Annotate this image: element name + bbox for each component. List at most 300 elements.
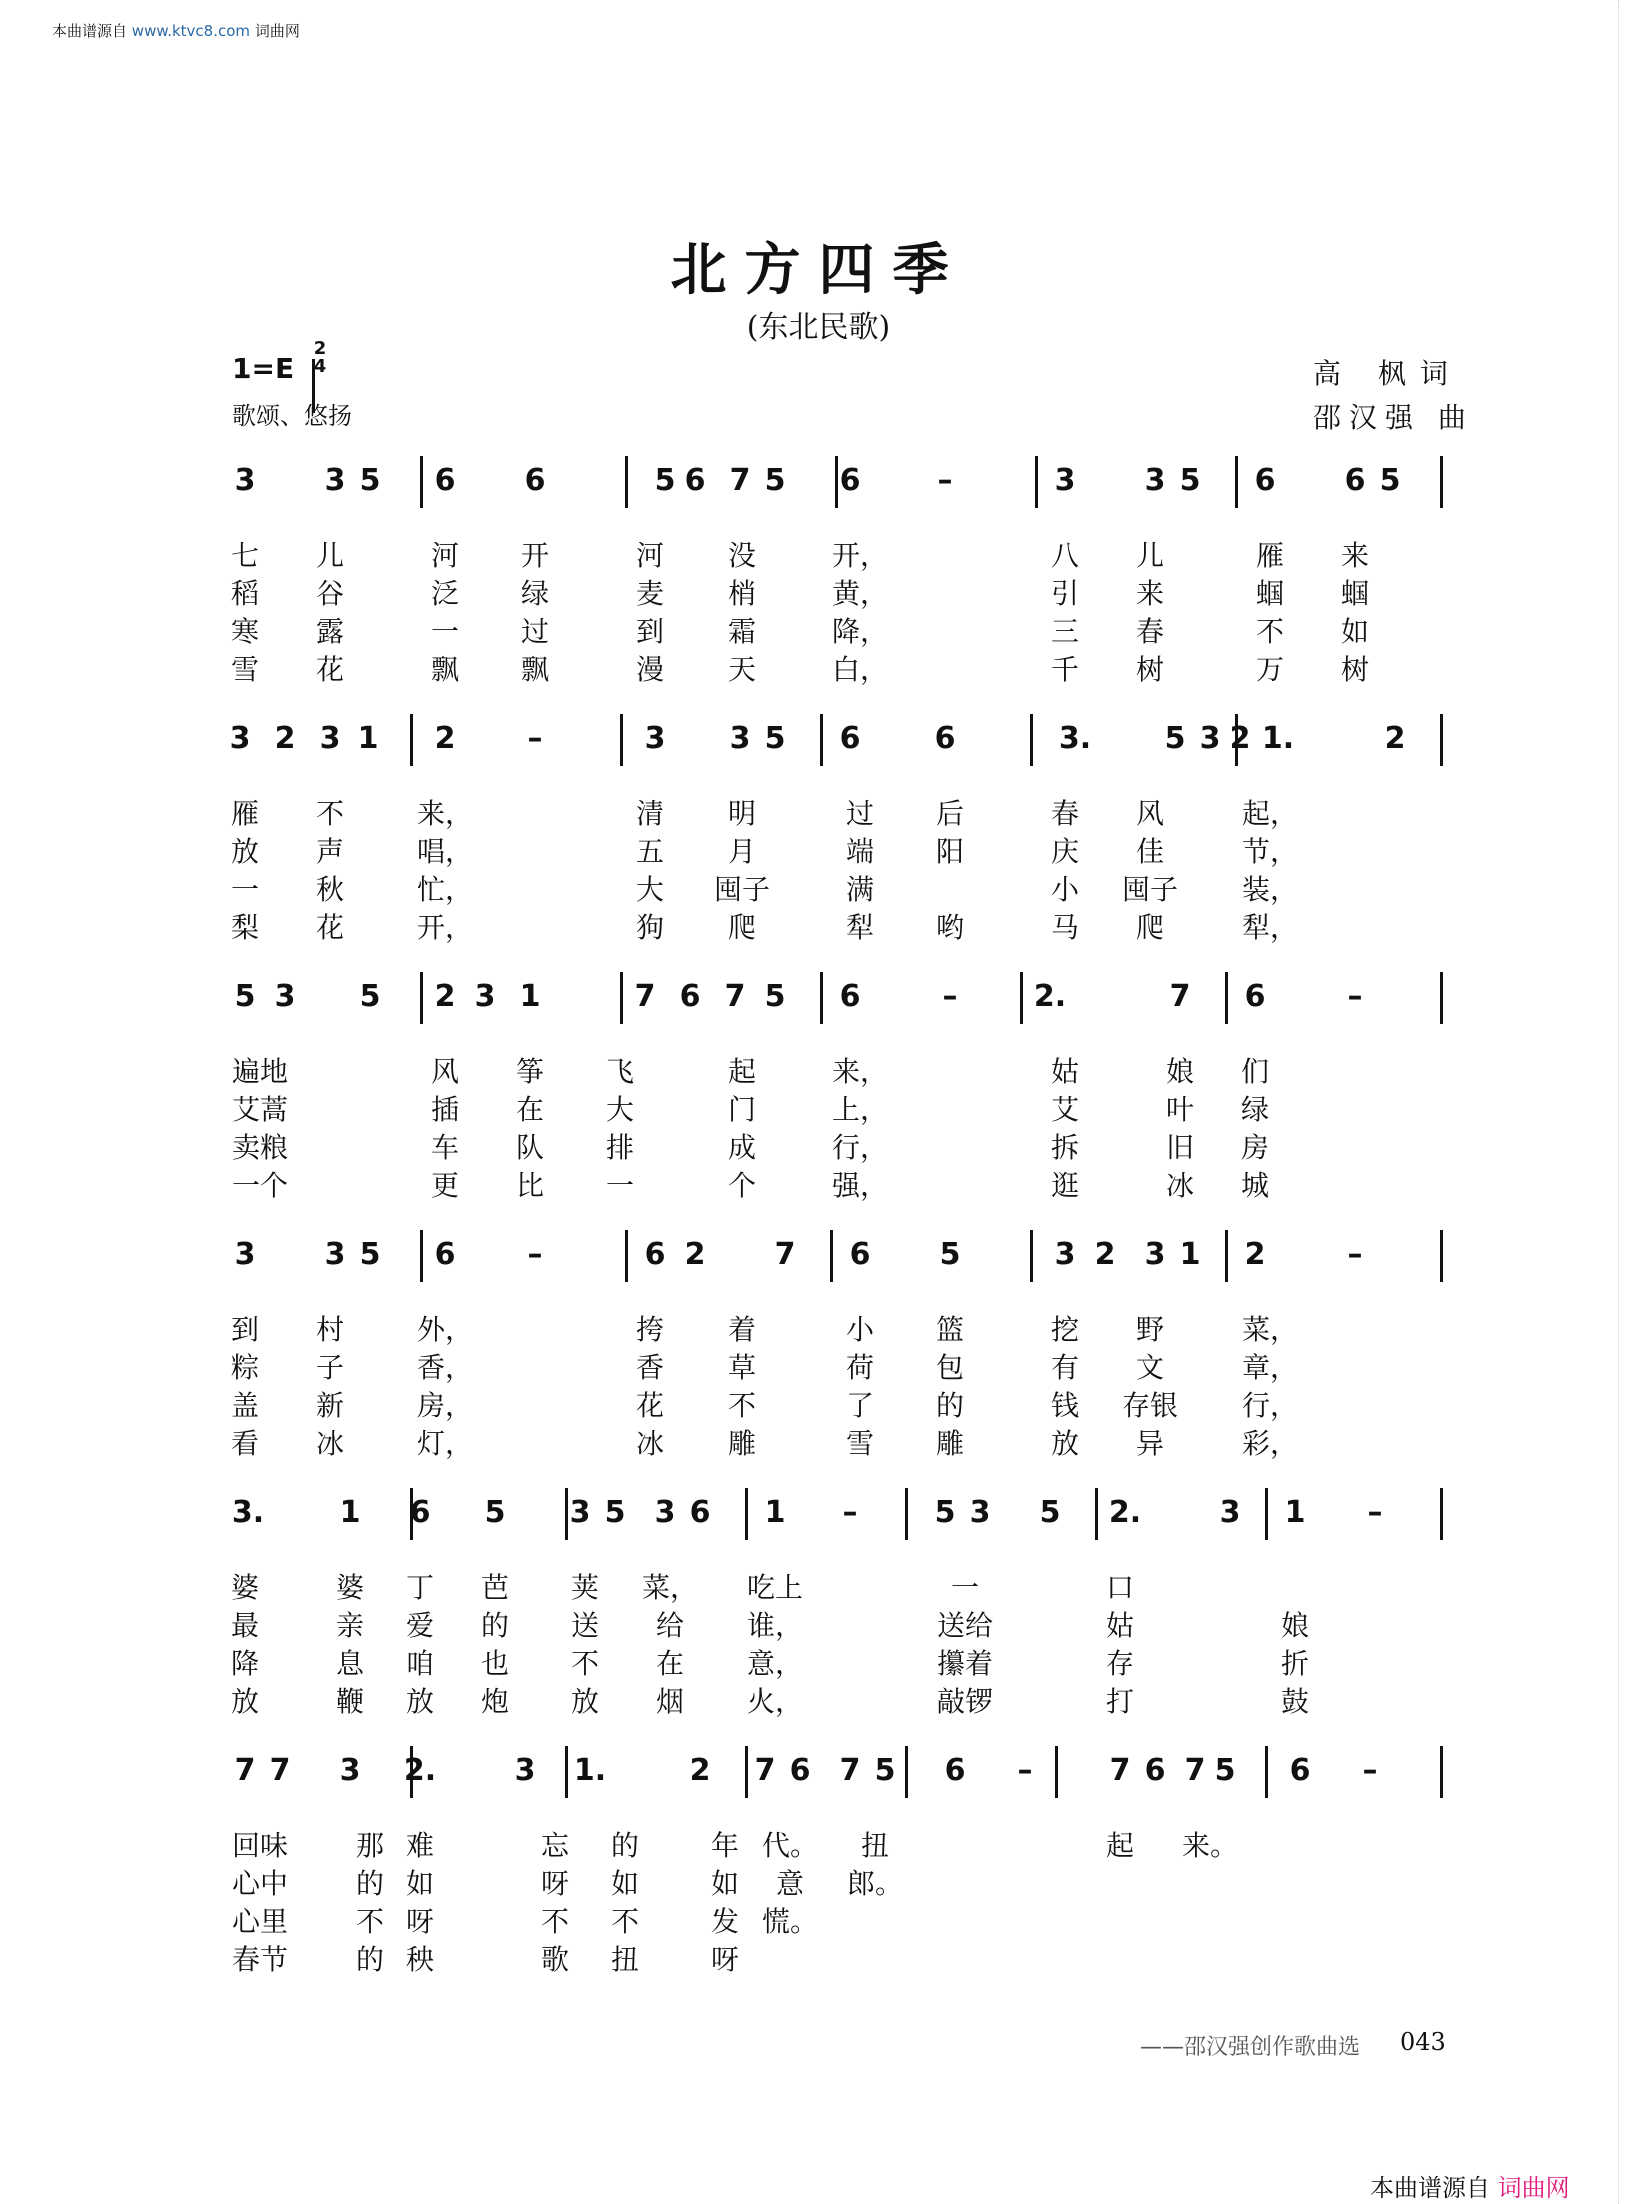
note: 2 [1094, 1237, 1116, 1272]
lyric-verse-3: 呀 [405, 1905, 435, 1938]
note: 6 [434, 463, 456, 498]
note: 6 [684, 463, 706, 498]
lyric-verse-1: 忘 [540, 1829, 570, 1862]
note: – [527, 721, 543, 756]
lyric-verse-2: 香 [635, 1351, 665, 1384]
lyric-verse-4: 梨 [230, 911, 260, 944]
lyric-verse-3: 装， [1241, 873, 1299, 906]
note: 6 [839, 463, 861, 498]
lyric-verse-1: 起， [1241, 797, 1299, 830]
note: – [1367, 1495, 1383, 1530]
note: 1 [339, 1495, 361, 1530]
note: 1. [573, 1753, 607, 1788]
brand-site[interactable]: 词曲网 [1497, 2174, 1570, 2202]
lyric-verse-4: 狗 [635, 911, 665, 944]
note: 1. [1261, 721, 1295, 756]
lyric-verse-1: 来， [416, 797, 474, 830]
note: 3 [1054, 1237, 1076, 1272]
lyric-verse-1: 篮 [935, 1313, 965, 1346]
note: 7 [269, 1753, 291, 1788]
note: 6 [1144, 1753, 1166, 1788]
lyric-verse-4: 鞭 [335, 1685, 365, 1718]
note: 5 [234, 979, 256, 1014]
lyric-verse-1: 来。 [1181, 1829, 1239, 1862]
lyric-verse-3: 降 [230, 1647, 260, 1680]
note: 6 [1254, 463, 1276, 498]
note: 2 [274, 721, 296, 756]
lyric-verse-1: 雁 [230, 797, 260, 830]
header-source-label: 本曲谱源自 [52, 22, 128, 40]
note: 5 [1179, 463, 1201, 498]
note: 2 [434, 979, 456, 1014]
note: 5 [654, 463, 676, 498]
note: 3. [1058, 721, 1092, 756]
note: 2 [1384, 721, 1406, 756]
lyric-verse-4: 打 [1105, 1685, 1135, 1718]
note: 5 [604, 1495, 626, 1530]
lyric-verse-1: 河 [430, 539, 460, 572]
lyric-verse-4: 看 [230, 1427, 260, 1460]
note: 3 [474, 979, 496, 1014]
barline [620, 972, 623, 1024]
lyric-verse-2: 最 [230, 1609, 260, 1642]
lyric-verse-3: 房， [416, 1389, 474, 1422]
lyric-verse-3: 忙， [416, 873, 474, 906]
note: – [1017, 1753, 1033, 1788]
lyric-verse-2: 如 [610, 1867, 640, 1900]
lyric-verse-3: 不 [355, 1905, 385, 1938]
barline [1225, 972, 1228, 1024]
lyric-verse-3: 花 [635, 1389, 665, 1422]
lyric-verse-4: 树 [1135, 653, 1165, 686]
lyric-verse-1: 春 [1050, 797, 1080, 830]
note: 5 [874, 1753, 896, 1788]
note: 2. [403, 1753, 437, 1788]
lyric-verse-3: 不 [610, 1905, 640, 1938]
barline [1265, 1746, 1268, 1798]
lyric-verse-1: 小 [845, 1313, 875, 1346]
score-system-6 [0, 1746, 1637, 1996]
lyric-verse-4: 爬 [1135, 911, 1165, 944]
lyric-verse-2: 绿 [520, 577, 550, 610]
tempo-marking: 歌颂、悠扬 [232, 402, 352, 430]
lyric-verse-2: 的 [355, 1867, 385, 1900]
lyric-verse-1: 代。 [761, 1829, 819, 1862]
lyric-verse-4: 彩， [1241, 1427, 1299, 1460]
barline [835, 456, 838, 508]
note: 5 [359, 1237, 381, 1272]
lyric-verse-3: 在 [655, 1647, 685, 1680]
note: 7 [234, 1753, 256, 1788]
note: 7 [1169, 979, 1191, 1014]
lyric-verse-4: 灯， [416, 1427, 474, 1460]
lyric-verse-1: 野 [1135, 1313, 1165, 1346]
note: – [1362, 1753, 1378, 1788]
lyric-verse-4: 犁 [845, 911, 875, 944]
lyric-verse-4: 逛 [1050, 1169, 1080, 1202]
lyric-verse-3: 排 [605, 1131, 635, 1164]
lyric-verse-2: 蝈 [1340, 577, 1370, 610]
lyric-verse-4: 白， [831, 653, 889, 686]
lyric-verse-1: 雁 [1255, 539, 1285, 572]
lyric-verse-1: 风 [1135, 797, 1165, 830]
note: 2. [1033, 979, 1067, 1014]
lyric-verse-4: 马 [1050, 911, 1080, 944]
lyric-verse-1: 着 [727, 1313, 757, 1346]
lyric-verse-4: 春节 [231, 1943, 289, 1976]
book-title: ——邵汉强创作歌曲选 [1140, 2035, 1361, 2060]
lyric-verse-2: 庆 [1050, 835, 1080, 868]
lyric-verse-2: 艾蒿 [231, 1093, 289, 1126]
lyric-verse-3: 囤子 [1121, 873, 1179, 906]
lyric-verse-2: 郎。 [846, 1867, 904, 1900]
barline [1030, 1230, 1033, 1282]
barline [830, 1230, 833, 1282]
lyric-verse-3: 旧 [1165, 1131, 1195, 1164]
lyric-verse-3: 钱 [1050, 1389, 1080, 1422]
barline [905, 1488, 908, 1540]
lyric-verse-2: 有 [1050, 1351, 1080, 1384]
lyric-verse-1: 开， [831, 539, 889, 572]
lyric-verse-4: 雕 [727, 1427, 757, 1460]
lyric-verse-4: 犁， [1241, 911, 1299, 944]
lyric-verse-3: 了 [845, 1389, 875, 1422]
note: 6 [524, 463, 546, 498]
lyric-verse-2: 五 [635, 835, 665, 868]
note: 2 [689, 1753, 711, 1788]
barline [1440, 1230, 1443, 1282]
lyric-verse-4: 城 [1240, 1169, 1270, 1202]
lyric-verse-3: 三 [1050, 615, 1080, 648]
note: 6 [434, 1237, 456, 1272]
lyric-verse-1: 难 [405, 1829, 435, 1862]
lyric-verse-4: 鼓 [1280, 1685, 1310, 1718]
note: 3 [339, 1753, 361, 1788]
note: 5 [764, 721, 786, 756]
note: – [942, 979, 958, 1014]
barline [410, 1488, 413, 1540]
header-site: 词曲网 [254, 22, 300, 40]
lyric-verse-2: 端 [845, 835, 875, 868]
lyric-verse-3: 慌。 [761, 1905, 819, 1938]
lyric-verse-4: 漫 [635, 653, 665, 686]
note: 3 [514, 1753, 536, 1788]
lyric-verse-3: 露 [315, 615, 345, 648]
lyric-verse-3: 行， [1241, 1389, 1299, 1422]
note: 3 [319, 721, 341, 756]
brand-source: 本曲谱源自 [1370, 2174, 1490, 2202]
lyric-verse-1: 八 [1050, 539, 1080, 572]
note: 1 [1284, 1495, 1306, 1530]
lyric-verse-2: 叶 [1165, 1093, 1195, 1126]
note: – [937, 463, 953, 498]
note: 5 [1379, 463, 1401, 498]
lyric-verse-4: 开， [416, 911, 474, 944]
lyric-verse-2: 亲 [335, 1609, 365, 1642]
lyric-verse-4: 放 [405, 1685, 435, 1718]
lyric-verse-3: 咱 [405, 1647, 435, 1680]
lyric-verse-3: 不 [540, 1905, 570, 1938]
note: 7 [1109, 1753, 1131, 1788]
barline [420, 456, 423, 508]
note: 6 [1289, 1753, 1311, 1788]
lyric-verse-4: 飘 [430, 653, 460, 686]
lyric-verse-1: 扭 [860, 1829, 890, 1862]
lyric-verse-2: 唱， [416, 835, 474, 868]
lyric-verse-1: 一 [950, 1571, 980, 1604]
note: 5 [1164, 721, 1186, 756]
lyric-verse-3: 队 [515, 1131, 545, 1164]
note: 6 [944, 1753, 966, 1788]
lyric-verse-1: 过 [845, 797, 875, 830]
barline [410, 1746, 413, 1798]
header-url[interactable]: www.ktvc8.com [131, 22, 251, 40]
lyric-verse-2: 荷 [845, 1351, 875, 1384]
lyric-verse-2: 引 [1050, 577, 1080, 610]
lyric-verse-2: 绿 [1240, 1093, 1270, 1126]
note: 3 [234, 463, 256, 498]
lyric-verse-4: 冰 [315, 1427, 345, 1460]
note: 6 [644, 1237, 666, 1272]
lyric-verse-4: 的 [355, 1943, 385, 1976]
lyric-verse-1: 来 [1340, 539, 1370, 572]
note: 7 [634, 979, 656, 1014]
lyric-verse-2: 心中 [231, 1867, 289, 1900]
lyric-verse-1: 明 [727, 797, 757, 830]
note: 5 [359, 979, 381, 1014]
note: 7 [1184, 1753, 1206, 1788]
lyric-verse-2: 节， [1241, 835, 1299, 868]
lyric-verse-1: 吃上 [746, 1571, 804, 1604]
note: 6 [1344, 463, 1366, 498]
lyric-verse-4: 个 [727, 1169, 757, 1202]
lyric-verse-1: 年 [710, 1829, 740, 1862]
lyric-verse-3: 大 [635, 873, 665, 906]
lyric-verse-4: 一个 [231, 1169, 289, 1202]
note: 6 [679, 979, 701, 1014]
lyric-verse-1: 丁 [405, 1571, 435, 1604]
lyric-verse-3: 一 [430, 615, 460, 648]
note: 5 [484, 1495, 506, 1530]
lyric-verse-3: 满 [845, 873, 875, 906]
lyric-verse-1: 儿 [315, 539, 345, 572]
lyric-verse-4: 呀 [710, 1943, 740, 1976]
lyric-verse-2: 呀 [540, 1867, 570, 1900]
note: 3 [234, 1237, 256, 1272]
lyric-verse-2: 阳 [935, 835, 965, 868]
score-system-4 [0, 1230, 1637, 1480]
lyric-verse-2: 章， [1241, 1351, 1299, 1384]
time-signature [312, 340, 328, 376]
lyric-verse-1: 起 [1105, 1829, 1135, 1862]
lyric-verse-1: 挎 [635, 1313, 665, 1346]
lyric-verse-2: 蝈 [1255, 577, 1285, 610]
note: 2 [1229, 721, 1251, 756]
lyric-verse-1: 遍地 [231, 1055, 289, 1088]
lyric-verse-4: 万 [1255, 653, 1285, 686]
lyric-verse-2: 声 [315, 835, 345, 868]
lyric-verse-2: 香， [416, 1351, 474, 1384]
lyric-verse-2: 姑 [1105, 1609, 1135, 1642]
barline [565, 1488, 568, 1540]
lyric-verse-1: 飞 [605, 1055, 635, 1088]
lyric-verse-4: 更 [430, 1169, 460, 1202]
note: 7 [754, 1753, 776, 1788]
note: 3 [1054, 463, 1076, 498]
note: – [842, 1495, 858, 1530]
lyric-verse-3: 卖粮 [231, 1131, 289, 1164]
note: 3 [324, 1237, 346, 1272]
barline [1235, 456, 1238, 508]
lyric-verse-1: 菜， [641, 1571, 699, 1604]
note: 5 [764, 463, 786, 498]
lyric-verse-2: 如 [710, 1867, 740, 1900]
lyric-verse-2: 黄， [831, 577, 889, 610]
lyric-verse-2: 来 [1135, 577, 1165, 610]
note: 3 [969, 1495, 991, 1530]
composer: 邵汉强 曲 [1313, 401, 1474, 434]
header-source [52, 20, 300, 41]
note: 3 [1199, 721, 1221, 756]
note: – [1347, 1237, 1363, 1272]
lyric-verse-2: 送给 [936, 1609, 994, 1642]
lyric-verse-1: 芭 [480, 1571, 510, 1604]
barline [410, 714, 413, 766]
lyric-verse-2: 插 [430, 1093, 460, 1126]
note: 3 [644, 721, 666, 756]
note: 3. [231, 1495, 265, 1530]
lyric-verse-2: 意 [775, 1867, 805, 1900]
lyric-verse-3: 攥着 [936, 1647, 994, 1680]
lyric-verse-1: 荚 [570, 1571, 600, 1604]
lyric-verse-3: 如 [1340, 615, 1370, 648]
lyric-verse-1: 开 [520, 539, 550, 572]
lyric-verse-3: 也 [480, 1647, 510, 1680]
barline [820, 972, 823, 1024]
lyric-verse-2: 娘 [1280, 1609, 1310, 1642]
lyric-verse-2: 爱 [405, 1609, 435, 1642]
note: 2 [434, 721, 456, 756]
lyric-verse-4: 异 [1135, 1427, 1165, 1460]
note: 3 [1219, 1495, 1241, 1530]
barline [1440, 714, 1443, 766]
lyric-verse-1: 风 [430, 1055, 460, 1088]
song-subtitle: (东北民歌) [746, 310, 891, 345]
lyric-verse-3: 春 [1135, 615, 1165, 648]
lyric-verse-3: 车 [430, 1131, 460, 1164]
lyric-verse-4: 放 [570, 1685, 600, 1718]
lyric-verse-2: 子 [315, 1351, 345, 1384]
barline [565, 1746, 568, 1798]
note: 3 [569, 1495, 591, 1530]
barline [1440, 456, 1443, 508]
barline [620, 714, 623, 766]
lyric-verse-4: 雪 [230, 653, 260, 686]
lyric-verse-3: 不 [570, 1647, 600, 1680]
barline [625, 1230, 628, 1282]
lyric-verse-2: 粽 [230, 1351, 260, 1384]
note: 3 [1144, 1237, 1166, 1272]
lyric-verse-4: 强， [831, 1169, 889, 1202]
lyric-verse-3: 心里 [231, 1905, 289, 1938]
lyric-verse-1: 们 [1240, 1055, 1270, 1088]
lyric-verse-4: 火， [746, 1685, 804, 1718]
note: 5 [1214, 1753, 1236, 1788]
note: 5 [934, 1495, 956, 1530]
time-sig-top: 2 [313, 338, 327, 359]
lyric-verse-3: 盖 [230, 1389, 260, 1422]
note: 3 [654, 1495, 676, 1530]
lyric-verse-3: 不 [727, 1389, 757, 1422]
lyric-verse-3: 秋 [315, 873, 345, 906]
page-number: 043 [1400, 2028, 1446, 2056]
lyric-verse-1: 来， [831, 1055, 889, 1088]
lyric-verse-4: 天 [727, 653, 757, 686]
lyric-verse-3: 囤子 [713, 873, 771, 906]
lyric-verse-4: 千 [1050, 653, 1080, 686]
lyric-verse-2: 大 [605, 1093, 635, 1126]
lyric-verse-1: 河 [635, 539, 665, 572]
lyric-verse-2: 谁， [746, 1609, 804, 1642]
note: 7 [839, 1753, 861, 1788]
lyric-verse-1: 挖 [1050, 1313, 1080, 1346]
lyric-verse-1: 婆 [335, 1571, 365, 1604]
note: 1 [1179, 1237, 1201, 1272]
lyric-verse-3: 存 [1105, 1647, 1135, 1680]
barline [745, 1488, 748, 1540]
lyric-verse-4: 爬 [727, 911, 757, 944]
lyric-verse-2: 泛 [430, 577, 460, 610]
lyric-verse-3: 拆 [1050, 1131, 1080, 1164]
key-signature: 1=E [232, 352, 295, 385]
lyric-verse-2: 佳 [1135, 835, 1165, 868]
lyric-verse-4: 放 [230, 1685, 260, 1718]
lyric-verse-2: 的 [480, 1609, 510, 1642]
lyric-verse-3: 霜 [727, 615, 757, 648]
score-system-2 [0, 714, 1637, 964]
lyric-verse-2: 谷 [315, 577, 345, 610]
barline [1440, 1746, 1443, 1798]
note: 3 [229, 721, 251, 756]
lyric-verse-4: 秧 [405, 1943, 435, 1976]
lyric-verse-4: 花 [315, 653, 345, 686]
lyric-verse-3: 降， [831, 615, 889, 648]
lyric-verse-1: 后 [935, 797, 965, 830]
barline [1235, 714, 1238, 766]
note: 6 [849, 1237, 871, 1272]
note: 1 [764, 1495, 786, 1530]
lyric-verse-1: 七 [230, 539, 260, 572]
lyric-verse-1: 清 [635, 797, 665, 830]
lyric-verse-2: 草 [727, 1351, 757, 1384]
lyric-verse-3: 的 [935, 1389, 965, 1422]
barline [420, 1230, 423, 1282]
lyric-verse-3: 小 [1050, 873, 1080, 906]
lyric-verse-3: 发 [710, 1905, 740, 1938]
note: 2. [1108, 1495, 1142, 1530]
lyric-verse-2: 月 [727, 835, 757, 868]
lyric-verse-4: 冰 [635, 1427, 665, 1460]
note: 6 [409, 1495, 431, 1530]
note: 2 [1244, 1237, 1266, 1272]
lyric-verse-3: 新 [315, 1389, 345, 1422]
lyric-verse-2: 包 [935, 1351, 965, 1384]
lyric-verse-3: 成 [727, 1131, 757, 1164]
lyric-verse-4: 树 [1340, 653, 1370, 686]
barline [1035, 456, 1038, 508]
note: 3 [324, 463, 346, 498]
lyric-verse-4: 歌 [540, 1943, 570, 1976]
